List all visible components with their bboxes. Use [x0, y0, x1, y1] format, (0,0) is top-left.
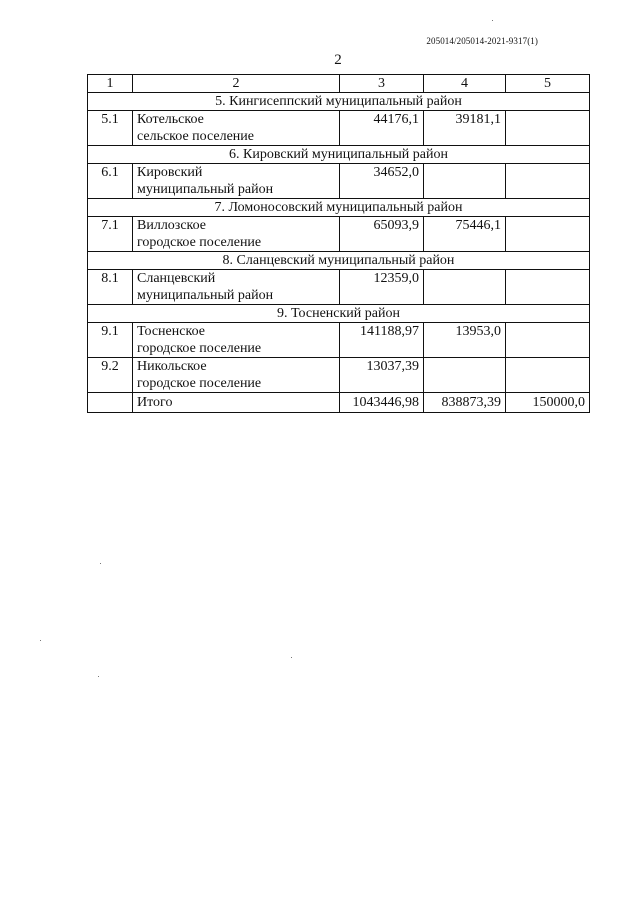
row-name-line: городское поселение	[137, 235, 262, 250]
section-row	[88, 305, 590, 323]
section-title: 9. Тосненский район	[88, 305, 590, 323]
row-name-line: Виллозское	[137, 218, 207, 233]
row-name-line: муниципальный район	[137, 288, 274, 303]
cell-col3: 141188,97	[340, 323, 424, 358]
row-name	[133, 358, 340, 393]
row-number: 9.2	[88, 358, 133, 393]
row-name-line: городское поселение	[137, 376, 262, 391]
section-row	[88, 93, 590, 111]
row-name-line: Никольское	[137, 359, 207, 374]
cell-col3: 34652,0	[340, 164, 424, 199]
total-label: Итого	[133, 393, 340, 413]
cell-col3: 65093,9	[340, 217, 424, 252]
cell-col5	[506, 111, 590, 146]
cell-col3: 44176,1	[340, 111, 424, 146]
total-col4: 838873,39	[424, 393, 506, 413]
scan-speck	[492, 20, 493, 21]
row-name	[133, 217, 340, 252]
total-empty-cell	[88, 393, 133, 413]
row-number: 5.1	[88, 111, 133, 146]
row-name	[133, 270, 340, 305]
cell-col4: 13953,0	[424, 323, 506, 358]
table-row	[88, 164, 590, 199]
section-title: 8. Сланцевский муниципальный район	[88, 252, 590, 270]
row-name-line: Котельское	[137, 112, 204, 127]
column-header: 2	[133, 75, 340, 93]
cell-col5	[506, 358, 590, 393]
scan-speck	[291, 657, 292, 658]
section-title: 7. Ломоносовский муниципальный район	[88, 199, 590, 217]
cell-col4	[424, 358, 506, 393]
row-number: 8.1	[88, 270, 133, 305]
cell-col4: 39181,1	[424, 111, 506, 146]
row-number: 9.1	[88, 323, 133, 358]
section-row	[88, 146, 590, 164]
table-row	[88, 217, 590, 252]
column-header: 4	[424, 75, 506, 93]
row-name-line: сельское поселение	[137, 129, 254, 144]
row-name-line: Сланцевский	[137, 271, 216, 286]
page-number: 2	[334, 52, 342, 68]
table-header-row	[88, 75, 590, 93]
table-row	[88, 111, 590, 146]
table-row	[88, 270, 590, 305]
row-name-line: Кировский	[137, 165, 203, 180]
document-id: 205014/205014-2021-9317(1)	[426, 36, 538, 46]
cell-col4	[424, 270, 506, 305]
table-row	[88, 323, 590, 358]
total-row	[88, 393, 590, 413]
cell-col3: 13037,39	[340, 358, 424, 393]
cell-col5	[506, 323, 590, 358]
cell-col4	[424, 164, 506, 199]
row-name	[133, 111, 340, 146]
total-col3: 1043446,98	[340, 393, 424, 413]
budget-table	[87, 74, 590, 413]
cell-col4: 75446,1	[424, 217, 506, 252]
column-header: 3	[340, 75, 424, 93]
section-title: 5. Кингисеппский муниципальный район	[88, 93, 590, 111]
column-header: 1	[88, 75, 133, 93]
section-row	[88, 199, 590, 217]
scan-speck	[98, 676, 99, 677]
cell-col5	[506, 217, 590, 252]
column-header: 5	[506, 75, 590, 93]
cell-col5	[506, 164, 590, 199]
row-number: 7.1	[88, 217, 133, 252]
table-row	[88, 358, 590, 393]
row-name-line: городское поселение	[137, 341, 262, 356]
row-name	[133, 164, 340, 199]
scan-speck	[100, 563, 101, 564]
section-title: 6. Кировский муниципальный район	[88, 146, 590, 164]
row-number: 6.1	[88, 164, 133, 199]
cell-col3: 12359,0	[340, 270, 424, 305]
cell-col5	[506, 270, 590, 305]
row-name-line: муниципальный район	[137, 182, 274, 197]
row-name	[133, 323, 340, 358]
section-row	[88, 252, 590, 270]
total-col5: 150000,0	[506, 393, 590, 413]
scan-speck	[40, 640, 41, 641]
row-name-line: Тосненское	[137, 324, 205, 339]
